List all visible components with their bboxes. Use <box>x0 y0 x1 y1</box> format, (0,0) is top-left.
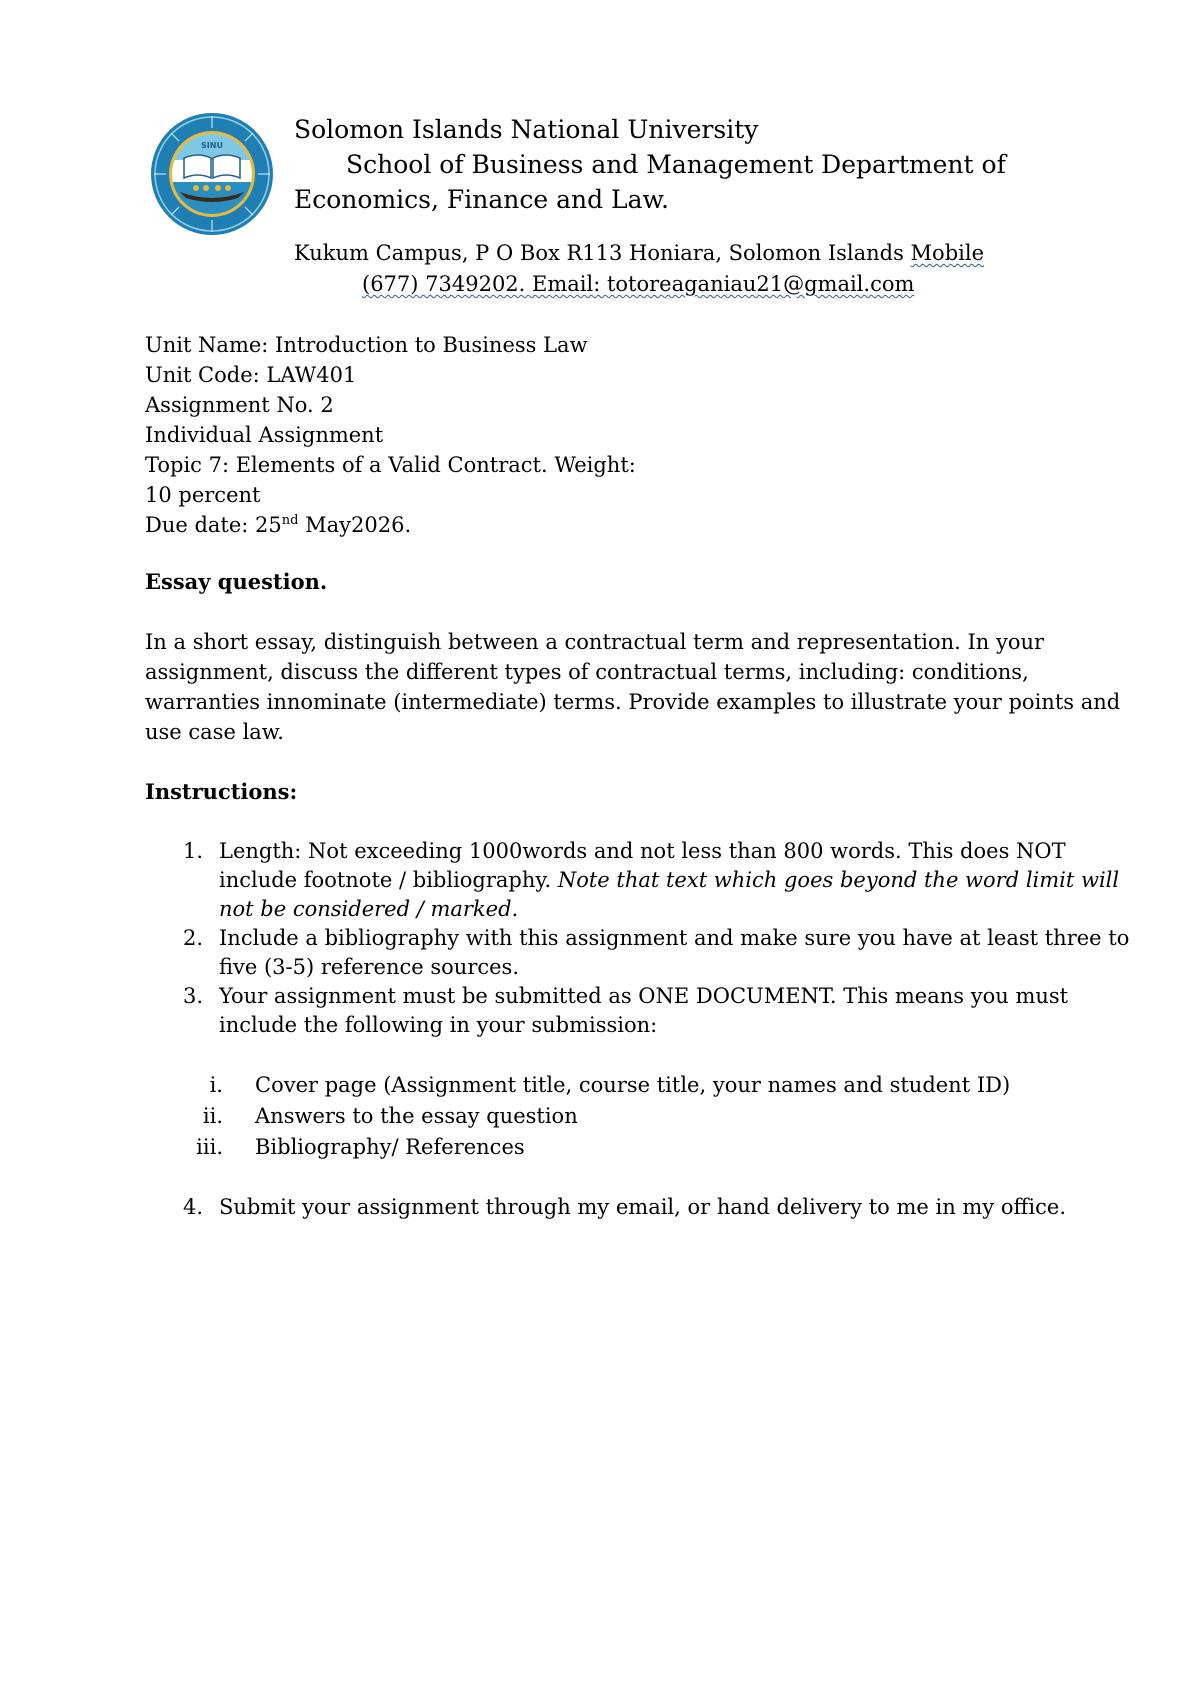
list-item <box>145 837 1135 924</box>
sublist-item-text: Cover page (Assignment title, course title, your names and student ID) <box>255 1073 1011 1097</box>
logo-text: SINU <box>201 141 223 150</box>
due-date <box>145 510 1135 540</box>
list-item <box>145 982 1135 1040</box>
document-body <box>145 330 1135 1222</box>
list-item-number: 3. <box>183 984 204 1008</box>
sublist-item-number: i. <box>209 1073 223 1097</box>
unit-name: Unit Name: Introduction to Business Law <box>145 333 588 357</box>
list-item-text: Length: Not exceeding 1000words and not less than 800 words. This does NOT include footnote / bibliography. <box>219 839 1066 892</box>
list-item-italic-note: Note that text which goes beyond the word limit will not be considered / marked. <box>219 868 1120 921</box>
list-item-text: Submit your assignment through my email, or hand delivery to me in my office. <box>219 1195 1066 1219</box>
school-line-2: Economics, Finance and Law. <box>294 185 669 214</box>
list-item-text: Your assignment must be submitted as ONE DOCUMENT. This means you must include the following in your submission: <box>219 984 1069 1037</box>
university-header <box>294 112 1074 217</box>
assignment-number: Assignment No. 2 <box>145 393 334 417</box>
sublist-item-number: iii. <box>196 1135 223 1159</box>
list-item-number: 4. <box>183 1195 204 1219</box>
contact-mobile-label: Mobile <box>910 241 984 265</box>
contact-address: Kukum Campus, P O Box R113 Honiara, Solomon Islands <box>294 241 911 265</box>
weight: 10 percent <box>145 483 261 507</box>
university-seal-logo <box>150 112 274 236</box>
list-item-number: 1. <box>183 839 204 863</box>
university-name: Solomon Islands National University <box>294 115 759 144</box>
due-date-prefix: Due date: 25 <box>145 513 282 537</box>
instructions-list <box>145 837 1135 1222</box>
contact-phone-email: (677) 7349202. Email: totoreaganiau21@gmail.com <box>362 272 915 296</box>
sublist-item <box>145 1101 1135 1132</box>
list-item <box>145 924 1135 982</box>
due-date-superscript: nd <box>281 513 299 528</box>
instructions-heading: Instructions: <box>145 779 298 804</box>
sublist-item <box>145 1132 1135 1163</box>
school-line-1: School of Business and Management Department of <box>346 150 1006 179</box>
topic: Topic 7: Elements of a Valid Contract. Weight: <box>145 453 636 477</box>
sublist-item-text: Answers to the essay question <box>255 1104 578 1128</box>
submission-sublist <box>145 1070 1135 1163</box>
list-item-text: Include a bibliography with this assignment and make sure you have at least three to five (3-5) reference sources. <box>219 926 1130 979</box>
contact-block <box>294 238 984 300</box>
due-date-suffix: May2026. <box>298 513 412 537</box>
sublist-item-number: ii. <box>202 1104 223 1128</box>
list-item-number: 2. <box>183 926 204 950</box>
list-item <box>145 1193 1135 1222</box>
assignment-type: Individual Assignment <box>145 423 384 447</box>
unit-code: Unit Code: LAW401 <box>145 363 357 387</box>
sublist-item <box>145 1070 1135 1101</box>
sublist-item-text: Bibliography/ References <box>255 1135 525 1159</box>
essay-heading: Essay question. <box>145 569 328 594</box>
essay-question-text: In a short essay, distinguish between a contractual term and representation. In your assignment, discuss the different types of contractual terms, including: conditions, warranties innominate (intermediate) terms. Provide examples to illustrate your points and use case law. <box>145 630 1121 744</box>
